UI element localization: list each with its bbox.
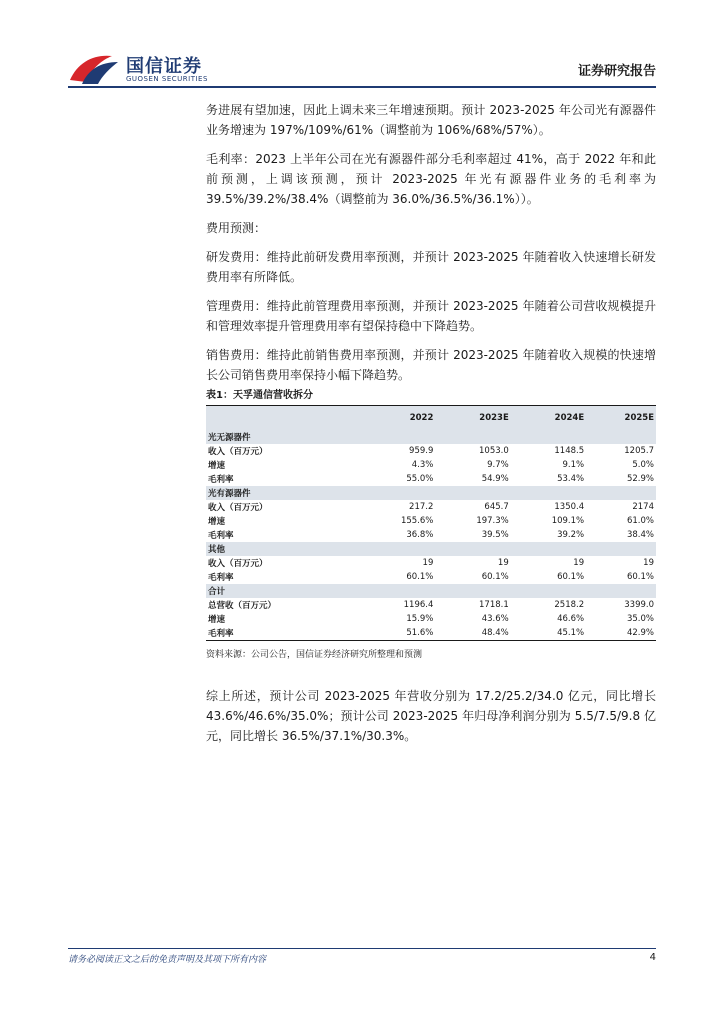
table-cell: 42.9%	[586, 626, 656, 641]
table-cell: 959.9	[409, 446, 434, 456]
table-cell: 19	[422, 558, 434, 568]
table-cell: 60.1%	[406, 572, 434, 582]
table-cell: 2518.2	[554, 600, 585, 610]
table-row	[206, 444, 656, 458]
table-row	[206, 612, 656, 626]
table-cell: 1205.7	[624, 446, 654, 456]
table-row	[206, 514, 656, 528]
column-header: 2024E	[554, 413, 585, 423]
column-header: 2023E	[479, 413, 509, 423]
table-cell: 19	[497, 558, 509, 568]
summary-paragraph: 综上所述，预计公司 2023-2025 年营收分别为 17.2/25.2/34.0 亿元，同比增长 43.6%/46.6%/35.0%；预计公司 2023-2025 年归母净利润分别为 5.5/7.5/9.8 亿元，同比增长 36.5%/37.1%/30.3%。	[206, 689, 656, 743]
header-divider	[68, 86, 656, 88]
page-header	[0, 0, 724, 88]
table-cell: 61.0%	[626, 516, 654, 526]
revenue-breakdown-table-block	[206, 386, 656, 660]
table-cell: 15.9%	[406, 614, 434, 624]
row-label: 毛利率	[208, 573, 234, 583]
table-cell: 53.4%	[557, 474, 585, 484]
logo-english-name: GUOSEN SECURITIES	[126, 75, 208, 83]
table-row	[206, 556, 656, 570]
guosen-logo-icon	[68, 50, 122, 86]
table-source-note: 资料来源：公司公告，国信证券经济研究所整理和预测	[206, 650, 423, 660]
table-cell: 1148.5	[554, 446, 585, 456]
table-cell: 197.3%	[476, 516, 509, 526]
table-cell: 60.1%	[626, 572, 654, 582]
table-cell: 55.0%	[406, 474, 434, 484]
table-cell: 36.8%	[406, 530, 434, 540]
table-cell: 60.1%	[481, 572, 509, 582]
section-row	[206, 542, 656, 556]
table-header-row	[206, 406, 656, 431]
table-cell: 2174	[632, 502, 654, 512]
table-title: 表1：天孚通信营收拆分	[206, 390, 313, 401]
table-cell: 43.6%	[481, 614, 509, 624]
table-row	[206, 472, 656, 486]
page-number: 4	[649, 952, 656, 963]
row-label: 收入（百万元）	[208, 447, 268, 457]
footer-divider	[68, 948, 656, 949]
paragraph-admin-expense: 管理费用：维持此前管理费用率预测，并预计 2023-2025 年随着公司营收规模提升和管理效率提升管理费用率有望保持稳中下降趋势。	[206, 299, 656, 333]
section-label: 光有源器件	[206, 486, 656, 500]
table-row	[206, 528, 656, 542]
table-cell: 52.9%	[626, 474, 654, 484]
row-label: 总营收（百万元）	[208, 601, 277, 611]
table-cell: 155.6%	[400, 516, 434, 526]
table-row	[206, 626, 656, 641]
table-cell: 9.1%	[562, 460, 585, 470]
paragraph-sales-expense: 销售费用：维持此前销售费用率预测，并预计 2023-2025 年随着收入规模的快速增长公司销售费用率保持小幅下降趋势。	[206, 348, 656, 382]
section-label: 合计	[206, 584, 656, 598]
table-cell: 9.7%	[487, 460, 509, 470]
table-cell: 60.1%	[557, 572, 585, 582]
section-label: 光无源器件	[206, 430, 656, 444]
table-row	[206, 570, 656, 584]
logo-chinese-name: 国信证券	[126, 56, 202, 77]
table-row	[206, 500, 656, 514]
company-logo	[68, 50, 258, 86]
table-cell: 46.6%	[557, 614, 585, 624]
section-row	[206, 486, 656, 500]
table-cell: 1350.4	[554, 502, 585, 512]
footer-disclaimer: 请务必阅读正文之后的免责声明及其项下所有内容	[68, 955, 267, 965]
table-cell: 1196.4	[403, 600, 434, 610]
table-cell: 45.1%	[511, 626, 586, 641]
table-cell: 39.2%	[557, 530, 585, 540]
row-label: 收入（百万元）	[208, 503, 268, 513]
paragraph-expense-heading: 费用预测：	[206, 221, 267, 235]
table-row	[206, 598, 656, 612]
row-label: 增速	[208, 615, 226, 625]
report-type-label: 证券研究报告	[577, 64, 656, 79]
paragraph-gross-margin: 毛利率：2023 上半年公司在光有源器件部分毛利率超过 41%，高于 2022 年和此前预测，上调该预测，预计 2023-2025 年光有源器件业务的毛利率为 39.5%/39.2%/38.4%（调整前为 36.0%/36.5%/36.1%））。	[206, 152, 656, 206]
row-label: 毛利率	[208, 475, 234, 485]
paragraph-growth: 务进展有望加速，因此上调未来三年增速预期。预计 2023-2025 年公司光有源器件业务增速为 197%/109%/61%（调整前为 106%/68%/57%）。	[206, 103, 656, 137]
table-cell: 54.9%	[481, 474, 509, 484]
section-row	[206, 430, 656, 444]
column-header	[206, 406, 360, 431]
table-cell: 3399.0	[624, 600, 654, 610]
body-text	[206, 100, 656, 394]
row-label: 增速	[208, 517, 226, 527]
table-cell: 51.6%	[360, 626, 435, 641]
table-cell: 35.0%	[626, 614, 654, 624]
table-cell: 4.3%	[411, 460, 434, 470]
row-label: 毛利率	[206, 626, 360, 641]
table-cell: 19	[573, 558, 585, 568]
section-row	[206, 584, 656, 598]
table-cell: 645.7	[484, 502, 509, 512]
table-cell: 1718.1	[479, 600, 509, 610]
row-label: 收入（百万元）	[208, 559, 268, 569]
table-cell: 19	[643, 558, 654, 568]
table-cell: 109.1%	[551, 516, 585, 526]
table-cell: 217.2	[409, 502, 434, 512]
paragraph-rd-expense: 研发费用：维持此前研发费用率预测，并预计 2023-2025 年随着收入快速增长研发费用率有所降低。	[206, 250, 656, 284]
revenue-breakdown-table	[206, 405, 656, 641]
table-cell: 5.0%	[632, 460, 654, 470]
section-label: 其他	[206, 542, 656, 556]
table-row	[206, 458, 656, 472]
table-cell: 39.5%	[481, 530, 509, 540]
table-cell: 38.4%	[626, 530, 654, 540]
table-cell: 48.4%	[435, 626, 510, 641]
table-cell: 1053.0	[479, 446, 509, 456]
row-label: 增速	[208, 461, 226, 471]
column-header: 2025E	[624, 413, 654, 423]
row-label: 毛利率	[208, 531, 234, 541]
column-header: 2022	[409, 413, 434, 423]
